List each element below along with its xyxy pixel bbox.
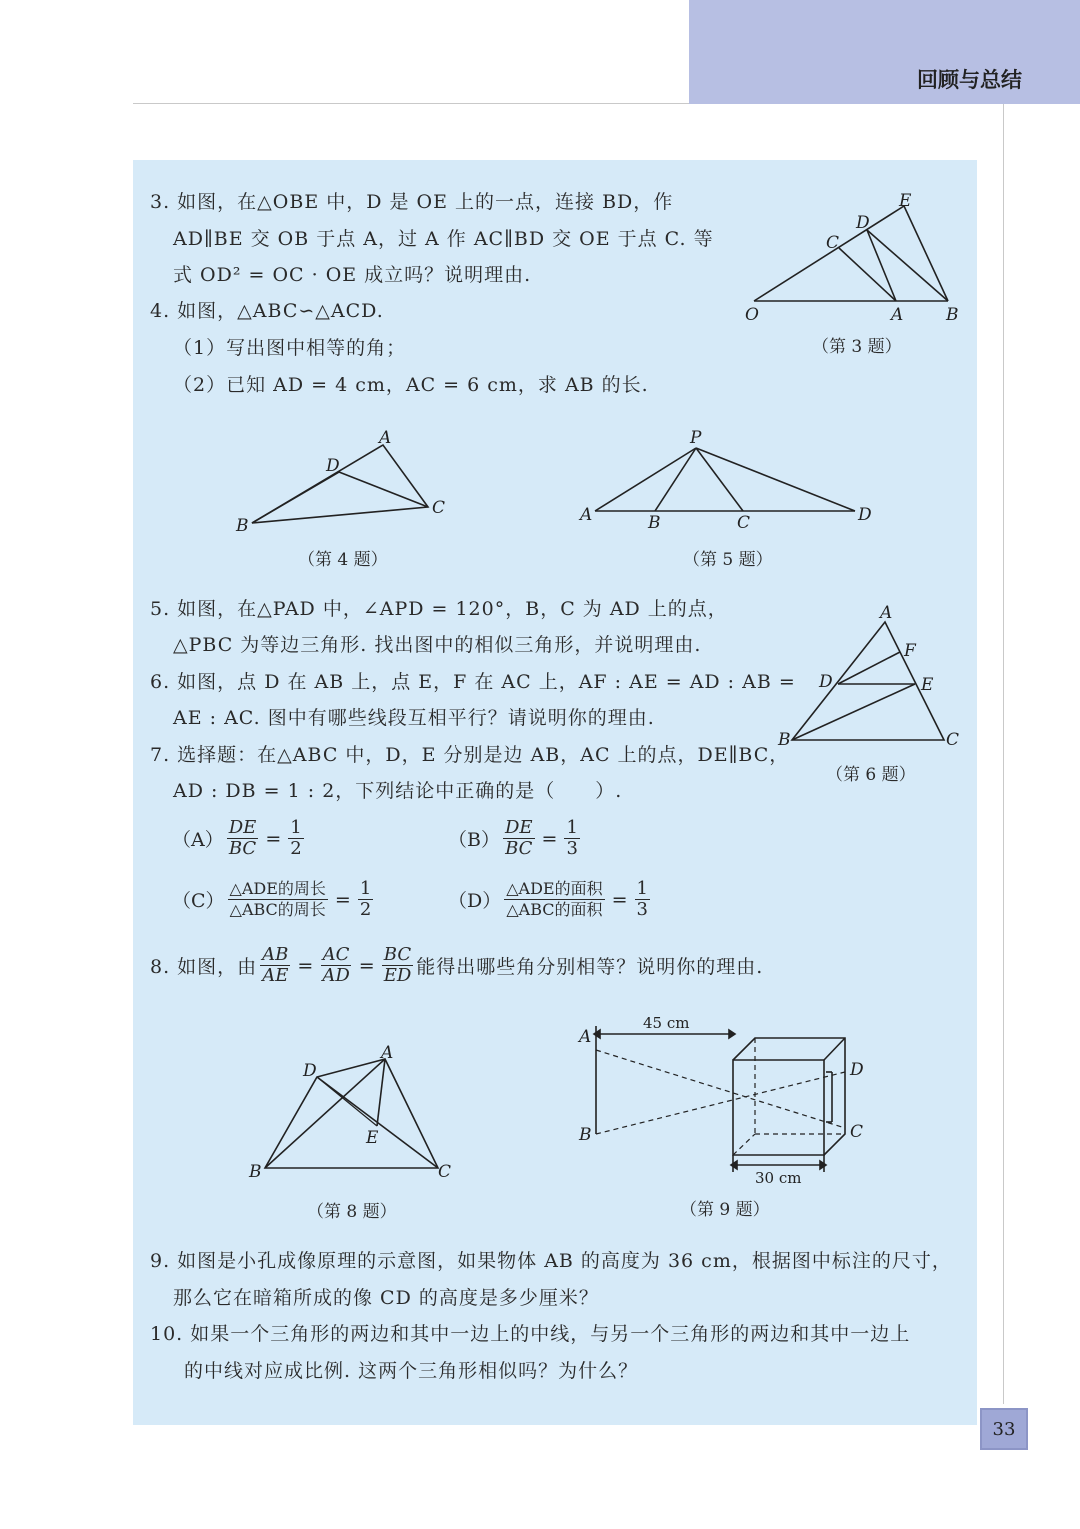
figure-9: [575, 1010, 875, 1195]
q5-line-1: 5. 如图，在△PAD 中，∠APD = 120°，B，C 为 AD 上的点，: [150, 598, 728, 620]
q4-line-1: 4. 如图，△ABC∽△ACD.: [150, 300, 384, 322]
fig6-label-f: F: [904, 641, 916, 661]
fig8-label-c: C: [438, 1162, 452, 1182]
fig8-label-d: D: [303, 1061, 317, 1081]
fig3-label-e: E: [899, 191, 912, 211]
fig9-label-30cm: 30 cm: [755, 1169, 802, 1187]
fig5-label-p: P: [690, 428, 702, 448]
fig6-label-d: D: [819, 672, 833, 692]
caption-figure-8: （第 8 题）: [307, 1202, 397, 1222]
caption-figure-9: （第 9 题）: [680, 1200, 770, 1220]
q4-line-3: （2）已知 AD = 4 cm，AC = 6 cm，求 AB 的长.: [173, 374, 649, 396]
fig9-label-a: A: [579, 1027, 592, 1047]
option-d: （D） $\frac{\text{△ADE的面积}}{\text{△ABC的面积}}$ = $\frac{1}{3}$: [448, 878, 648, 920]
q5-line-2: △PBC 为等边三角形. 找出图中的相似三角形，并说明理由.: [173, 634, 702, 656]
q7-line-2: AD : DB = 1 : 2，下列结论中正确的是（ ）.: [173, 780, 623, 802]
q3-line-1: 3. 如图，在△OBE 中，D 是 OE 上的一点，连接 BD，作: [150, 191, 674, 213]
figure-4: [230, 425, 460, 535]
fig3-label-a: A: [891, 305, 904, 325]
fig4-label-b: B: [236, 516, 249, 536]
q8-line: 8. 如图，由 $\frac{AB}{AE}$ = $\frac{AC}{AD}$ = $\frac{BC}{ED}$ 能得出哪些角分别相等？说明你的理由.: [150, 944, 764, 986]
caption-figure-6: （第 6 题）: [826, 765, 916, 785]
fig3-label-c: C: [826, 233, 840, 253]
figure-3: [740, 190, 970, 330]
figure-6: [772, 600, 972, 750]
fig9-label-c: C: [850, 1122, 864, 1142]
fig4-label-a: A: [379, 428, 392, 448]
side-rule: [1003, 104, 1004, 1404]
fig6-label-e: E: [921, 675, 934, 695]
page-number: 33: [980, 1408, 1028, 1450]
fig6-label-c: C: [946, 730, 960, 750]
fig8-label-e: E: [366, 1128, 379, 1148]
figure-8: [240, 1040, 470, 1190]
option-b: （B） $\frac{DE}{BC}$ = $\frac{1}{3}$: [448, 817, 578, 859]
fig5-label-d: D: [858, 505, 872, 525]
q4-line-2: （1）写出图中相等的角；: [173, 337, 407, 359]
q7-line-1: 7. 选择题：在△ABC 中，D，E 分别是边 AB，AC 上的点，DE∥BC，: [150, 744, 790, 766]
caption-figure-4: （第 4 题）: [298, 550, 388, 570]
fig5-label-c: C: [737, 513, 751, 533]
chapter-tab: [689, 0, 1080, 104]
q9-line-2: 那么它在暗箱所成的像 CD 的高度是多少厘米？: [173, 1287, 599, 1309]
q6-line-1: 6. 如图，点 D 在 AB 上，点 E，F 在 AC 上，AF : AE = AD : AB =: [150, 671, 796, 693]
header-rule: [133, 103, 689, 104]
q10-line-2: 的中线对应成比例. 这两个三角形相似吗？为什么？: [184, 1360, 639, 1382]
q3-line-2: AD∥BE 交 OB 于点 A，过 A 作 AC∥BD 交 OE 于点 C. 等: [173, 228, 714, 250]
caption-figure-3: （第 3 题）: [812, 337, 902, 357]
fig6-label-a: A: [880, 603, 893, 623]
chapter-title: 回顾与总结: [917, 68, 1022, 92]
fig4-label-d: D: [326, 456, 340, 476]
fig9-label-45cm: 45 cm: [643, 1014, 690, 1032]
option-c: （C） $\frac{\text{△ADE的周长}}{\text{△ABC的周长}}$ = $\frac{1}{2}$: [172, 878, 372, 920]
fig3-label-d: D: [856, 213, 870, 233]
fig5-label-a: A: [580, 505, 593, 525]
fig9-label-b: B: [579, 1125, 592, 1145]
fig3-label-b: B: [946, 305, 959, 325]
fig9-label-d: D: [850, 1060, 864, 1080]
option-a: （A） $\frac{DE}{BC}$ = $\frac{1}{2}$: [172, 817, 302, 859]
q3-line-3: 式 OD² = OC · OE 成立吗？说明理由.: [173, 264, 532, 286]
fig6-label-b: B: [778, 730, 791, 750]
q10-line-1: 10. 如果一个三角形的两边和其中一边上的中线，与另一个三角形的两边和其中一边上: [150, 1323, 911, 1345]
caption-figure-5: （第 5 题）: [683, 550, 773, 570]
fig8-label-a: A: [381, 1043, 394, 1063]
figure-5: [575, 425, 885, 535]
fig5-label-b: B: [648, 513, 661, 533]
fig8-label-b: B: [249, 1162, 262, 1182]
fig3-label-o: O: [745, 305, 759, 325]
fig4-label-c: C: [432, 498, 446, 518]
q9-line-1: 9. 如图是小孔成像原理的示意图，如果物体 AB 的高度为 36 cm，根据图中标注的尺寸，: [150, 1250, 952, 1272]
q6-line-2: AE : AC. 图中有哪些线段互相平行？请说明你的理由.: [173, 707, 655, 729]
